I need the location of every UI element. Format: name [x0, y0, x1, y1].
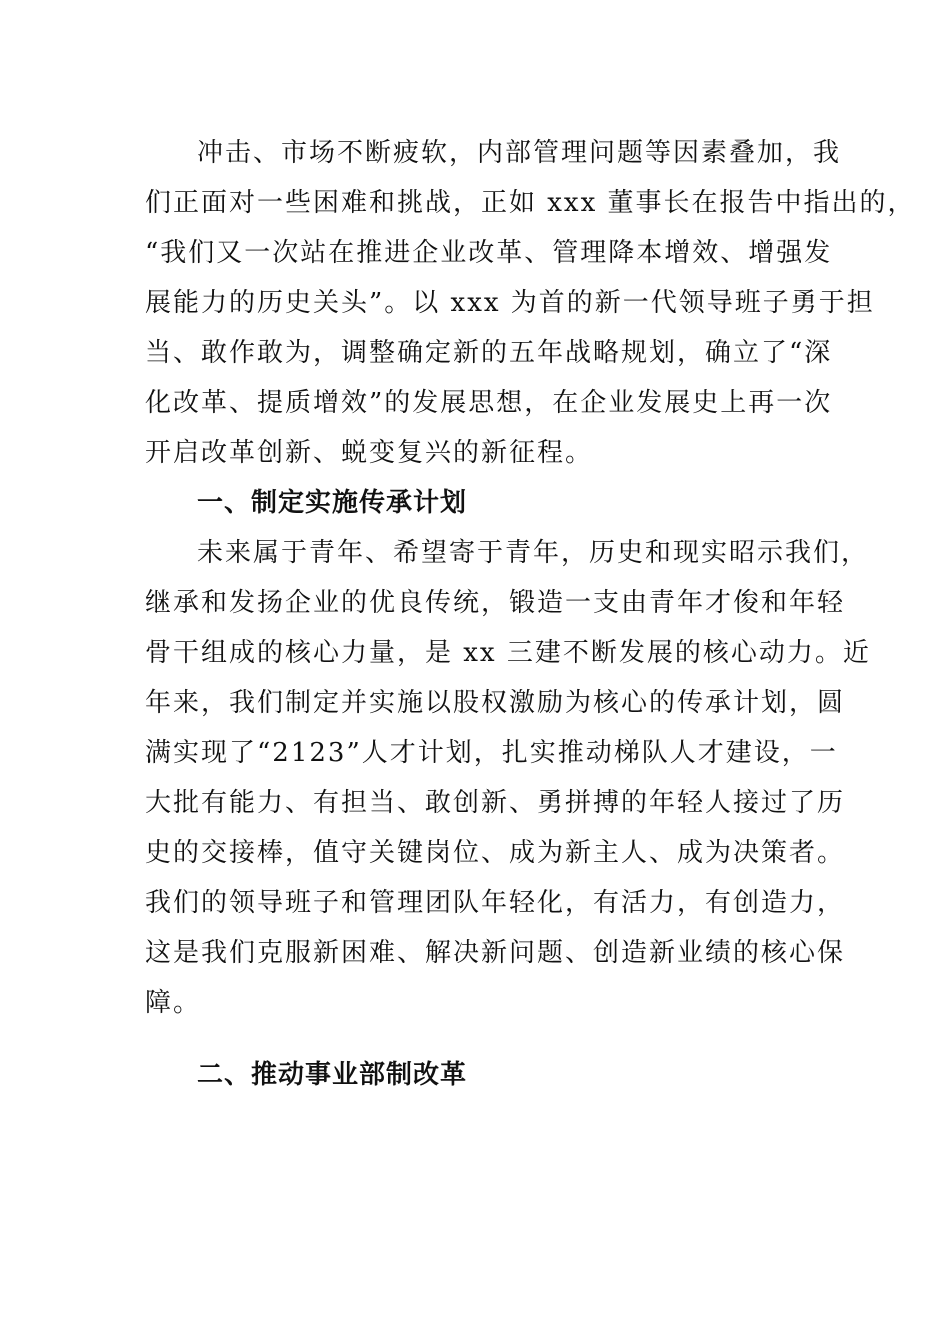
paragraph-line: 年来，我们制定并实施以股权激励为核心的传承计划，圆 — [145, 688, 846, 718]
paragraph-line: 当、敢作敢为，调整确定新的五年战略规划，确立了“深 — [145, 338, 833, 368]
document-body — [145, 128, 916, 1100]
paragraph-line: 障。 — [145, 988, 202, 1018]
paragraph-line: 开启改革创新、蜕变复兴的新征程。 — [145, 438, 594, 468]
paragraph-line: 展能力的历史关头”。以 xxx 为首的新一代领导班子勇于担 — [145, 288, 875, 318]
section-heading-2: 二、推动事业部制改革 — [197, 1060, 468, 1090]
paragraph-line: 史的交接棒，值守关键岗位、成为新主人、成为决策者。 — [145, 838, 846, 868]
section-spacer — [145, 1028, 825, 1050]
paragraph-line: 这是我们克服新困难、解决新问题、创造新业绩的核心保 — [145, 938, 846, 968]
paragraph-line: 化改革、提质增效”的发展思想，在企业发展史上再一次 — [145, 388, 833, 418]
paragraph-line: 满实现了“2123”人才计划，扎实推动梯队人才建设，一 — [145, 738, 838, 768]
paragraph-line: 继承和发扬企业的优良传统，锻造一支由青年才俊和年轻 — [145, 588, 846, 618]
paragraph-line: 未来属于青年、希望寄于青年，历史和现实昭示我们， — [197, 538, 870, 568]
paragraph-line: 冲击、市场不断疲软，内部管理问题等因素叠加，我 — [197, 138, 842, 168]
paragraph-line: 们正面对一些困难和挑战，正如 xxx 董事长在报告中指出的， — [145, 188, 916, 218]
section-heading-1: 一、制定实施传承计划 — [197, 488, 468, 518]
paragraph-line: 我们的领导班子和管理团队年轻化，有活力，有创造力， — [145, 888, 846, 918]
paragraph-line: “我们又一次站在推进企业改革、管理降本增效、增强发 — [145, 238, 833, 268]
paragraph-line: 大批有能力、有担当、敢创新、勇拼搏的年轻人接过了历 — [145, 788, 846, 818]
paragraph-line: 骨干组成的核心力量，是 xx 三建不断发展的核心动力。近 — [145, 638, 871, 668]
